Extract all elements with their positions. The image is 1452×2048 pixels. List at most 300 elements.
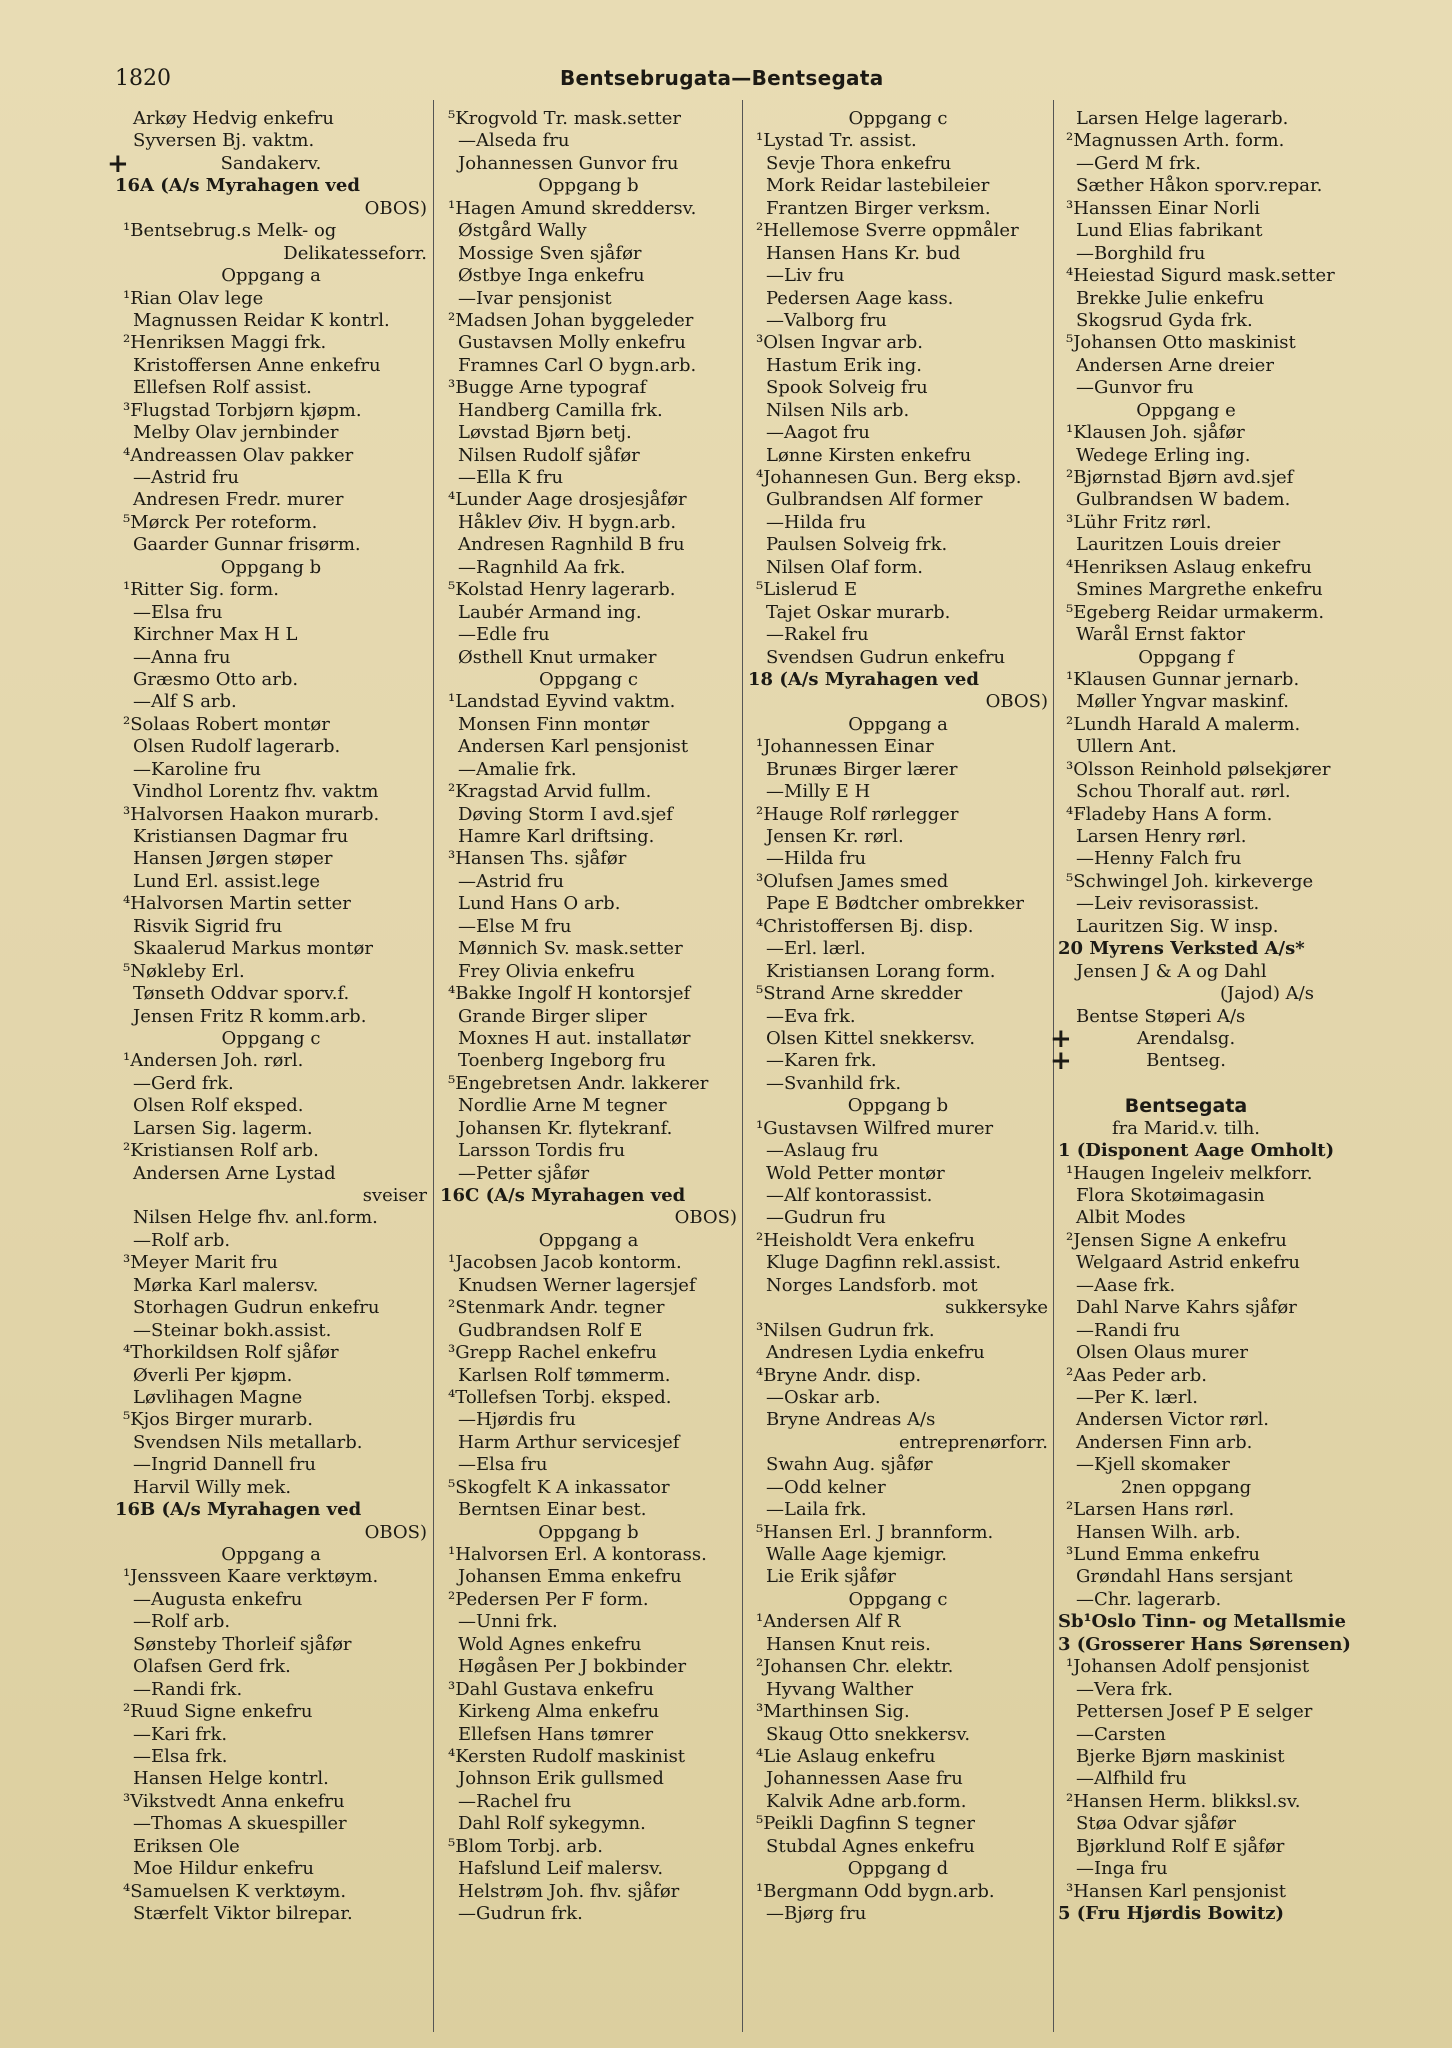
resident-entry: [440, 130, 737, 152]
resident-entry: [440, 691, 737, 713]
resident-entry: [440, 1566, 737, 1588]
entry-text: —Ingrid Dannell fru: [133, 1454, 316, 1476]
resident-entry: [1058, 714, 1314, 736]
entry-text: Johnson Erik gullsmed: [458, 1768, 664, 1790]
section-heading: [1050, 1023, 1314, 1054]
entry-text: 1 (Disponent Aage Omholt): [1058, 1140, 1335, 1162]
entry-text: Gulbrandsen Alf former: [766, 489, 983, 511]
entry-text: —Leiv revisorassist.: [1076, 893, 1260, 915]
resident-entry: [440, 1342, 737, 1364]
resident-entry: [748, 400, 1048, 422]
entry-text: Oppgang a: [221, 265, 321, 287]
resident-entry: [440, 1813, 737, 1835]
entry-text: Olsen Rudolf lagerarb.: [133, 736, 341, 758]
entry-text: sukkersyke: [945, 1297, 1048, 1319]
entry-text: Bjørklund Rolf E sjåfør: [1076, 1835, 1285, 1857]
entry-text: —Hilda fru: [766, 511, 867, 533]
resident-entry: [440, 108, 737, 130]
resident-entry: [1058, 624, 1314, 646]
entry-text: Pape E Bødtcher ombrekker: [766, 893, 1025, 915]
resident-entry: [748, 1140, 1048, 1162]
entry-text: Storhagen Gudrun enkefru: [133, 1297, 380, 1319]
entry-text: Jensen Kr. rørl.: [766, 826, 904, 847]
resident-entry: [748, 1611, 1048, 1633]
resident-entry: [1058, 1252, 1314, 1274]
entry-text: Nordlie Arne M tegner: [458, 1095, 667, 1117]
entry-text: ²Pedersen Per F form.: [448, 1588, 649, 1610]
resident-entry: [440, 579, 737, 601]
resident-entry: [115, 961, 427, 983]
entry-text: —Hjørdis fru: [458, 1409, 576, 1431]
resident-entry: [1058, 1073, 1314, 1095]
resident-entry: [748, 377, 1048, 399]
entry-text: Oppgang a: [221, 1544, 321, 1565]
entry-text: ²Kragstad Arvid fullm.: [448, 781, 652, 803]
entry-text: ¹Johansen Adolf pensjonist: [1066, 1656, 1310, 1678]
section-heading: [115, 557, 427, 579]
resident-entry: [1058, 377, 1314, 399]
entry-text: Pedersen Aage kass.: [766, 287, 954, 309]
entry-text: Mossige Sven sjåfør: [458, 242, 642, 264]
resident-entry: [440, 647, 737, 669]
resident-entry: [1058, 961, 1314, 983]
entry-text: —Alfhild fru: [1076, 1768, 1187, 1790]
section-heading: [1058, 1477, 1314, 1499]
resident-entry: [115, 310, 427, 332]
entry-text: Oppgang f: [1138, 646, 1234, 668]
entry-text: Wold Petter montør: [766, 1162, 945, 1184]
section-heading: [1058, 1095, 1314, 1117]
resident-entry: [1058, 1275, 1314, 1297]
resident-entry: [1058, 1544, 1314, 1566]
entry-text: Hastum Erik ing.: [766, 354, 923, 376]
resident-entry: [1058, 153, 1314, 175]
entry-text: Handberg Camilla frk.: [458, 399, 663, 421]
entry-text: Lauritzen Sig. W insp.: [1076, 915, 1279, 937]
resident-entry: [440, 355, 737, 377]
entry-text: ³Grepp Rachel enkefru: [448, 1342, 657, 1364]
entry-text: Døving Storm I avd.sjef: [458, 803, 673, 825]
entry-text: —Aagot fru: [766, 422, 870, 444]
entry-text: ¹Rian Olav lege: [123, 287, 264, 309]
entry-text: ²Ruud Signe enkefru: [123, 1701, 313, 1723]
resident-entry: [748, 1656, 1048, 1678]
resident-entry: [748, 983, 1048, 1005]
resident-entry: [115, 1140, 427, 1162]
entry-text: Jensen Fritz R komm.arb.: [133, 1005, 367, 1027]
building-entry: [115, 175, 427, 197]
entry-text: ³Nilsen Gudrun frk.: [756, 1319, 935, 1341]
entry-text: Laubér Armand ing.: [458, 601, 642, 623]
resident-entry: [1058, 1230, 1314, 1252]
column-rule: [433, 100, 434, 2032]
entry-text: ¹Jacobsen Jacob kontorm.: [448, 1252, 682, 1274]
building-entry: [1058, 1140, 1335, 1162]
entry-text: 5 (Fru Hjørdis Bowitz): [1058, 1903, 1285, 1924]
resident-entry: [115, 1163, 427, 1185]
entry-text: Andersen Arne dreier: [1076, 354, 1274, 376]
entry-text: Bentse Støperi A/s: [1076, 1005, 1246, 1027]
resident-entry: [440, 1297, 737, 1319]
entry-text: ³Halvorsen Haakon murarb.: [123, 803, 380, 825]
resident-entry: [115, 1656, 427, 1678]
entry-text: —Elsa frk.: [133, 1745, 228, 1767]
resident-entry: [748, 938, 1048, 960]
entry-text: Svendsen Gudrun enkefru: [766, 646, 1006, 668]
resident-entry: [1058, 512, 1314, 534]
entry-text: ⁵Blom Torbj. arb.: [448, 1835, 604, 1857]
resident-entry: [440, 1746, 737, 1768]
entry-text: ¹Johannessen Einar: [756, 736, 934, 758]
resident-entry: [1058, 1342, 1314, 1364]
entry-text: ²Jensen Signe A enkefru: [1066, 1229, 1287, 1251]
resident-entry: [1058, 220, 1314, 242]
entry-text: Frantzen Birger verksm.: [766, 197, 991, 219]
entry-text: ⁵Egeberg Reidar urmakerm.: [1066, 601, 1325, 623]
entry-text: Håklev Øiv. H bygn.arb.: [458, 511, 677, 533]
entry-text: ¹Landstad Eyvind vaktm.: [448, 691, 676, 713]
resident-entry: [115, 1477, 427, 1499]
resident-entry: [115, 1566, 427, 1588]
entry-text: —Carsten: [1076, 1723, 1166, 1745]
entry-text: —Anna fru: [133, 646, 231, 668]
entry-text: Kirkeng Alma enkefru: [458, 1701, 660, 1723]
entry-text: Hansen Wilh. arb.: [1076, 1521, 1241, 1543]
entry-text: Oppgang a: [848, 713, 948, 735]
resident-entry: [440, 153, 737, 175]
entry-text: —Svanhild frk.: [766, 1072, 902, 1094]
resident-entry: [440, 1499, 737, 1521]
resident-entry: [1058, 422, 1314, 444]
resident-entry: [440, 1544, 737, 1566]
cross-mark-icon: +: [1050, 1023, 1072, 1054]
resident-entry: [748, 759, 1048, 781]
resident-entry: [440, 1073, 737, 1095]
resident-entry: [1058, 557, 1314, 579]
building-entry: [1058, 938, 1314, 960]
resident-entry: [748, 288, 1048, 310]
entry-text: Jensen J & A og Dahl: [1076, 960, 1267, 982]
entry-text: Bryne Andreas A/s: [766, 1409, 936, 1431]
entry-text: Bjerke Bjørn maskinist: [1076, 1745, 1285, 1767]
resident-entry: [1058, 804, 1314, 826]
resident-entry: [1058, 1881, 1314, 1903]
resident-entry: [1058, 736, 1314, 758]
resident-entry: [748, 243, 1048, 265]
entry-text: ³Bugge Arne typograf: [448, 377, 647, 399]
resident-entry: [440, 332, 737, 354]
resident-entry: [115, 1275, 427, 1297]
resident-entry: [440, 848, 737, 870]
resident-entry: [440, 1836, 737, 1858]
entry-text: Kristoffersen Anne enkefru: [133, 354, 381, 376]
resident-entry: [440, 1050, 737, 1072]
resident-entry: [1058, 355, 1314, 377]
entry-text: Oppgang b: [538, 175, 639, 197]
entry-text: ¹Haugen Ingeleiv melkforr.: [1066, 1162, 1313, 1184]
entry-text: (Jajod) A/s: [1220, 983, 1314, 1005]
section-heading: [748, 1095, 1048, 1117]
entry-text: ³Olufsen James smed: [756, 870, 949, 892]
entry-text: Grande Birger sliper: [458, 1005, 647, 1027]
resident-entry: [440, 310, 737, 332]
entry-text: —Edle fru: [458, 624, 550, 646]
entry-text: ³Hanssen Einar Norli: [1066, 197, 1260, 219]
entry-text: Smines Margrethe enkefru: [1076, 579, 1323, 601]
entry-text: —Astrid fru: [458, 870, 564, 892]
resident-entry: [440, 826, 737, 848]
entry-text: Harm Arthur servicesjef: [458, 1431, 680, 1453]
entry-text: ⁴Fladeby Hans A form.: [1066, 803, 1273, 825]
resident-entry: [440, 1365, 737, 1387]
entry-text: —Milly E H: [766, 781, 871, 803]
column-rule: [742, 100, 743, 2032]
entry-text: —Amalie frk.: [458, 758, 577, 780]
resident-entry: [440, 1275, 737, 1297]
entry-text: ¹Gustavsen Wilfred murer: [756, 1117, 994, 1139]
building-entry: [115, 1499, 427, 1521]
resident-entry: [115, 220, 427, 242]
entry-text: ¹Bergmann Odd bygn.arb.: [756, 1880, 995, 1902]
resident-entry: [440, 467, 737, 489]
resident-entry: [748, 1163, 1048, 1185]
entry-text: Oppgang a: [538, 1229, 639, 1251]
entry-text: Oppgang d: [847, 1858, 949, 1880]
entry-text: ⁴Thorkildsen Rolf sjåfør: [123, 1342, 339, 1364]
resident-entry: [1058, 489, 1314, 511]
entry-text: Oppgang e: [1136, 399, 1236, 421]
entry-text: ²Lundh Harald A malerm.: [1066, 713, 1301, 735]
resident-entry: [440, 1858, 737, 1880]
resident-entry: [1058, 243, 1314, 265]
resident-entry: [115, 1881, 427, 1903]
entry-text: Monsen Finn montør: [458, 713, 650, 735]
resident-entry: [440, 1028, 737, 1050]
section-heading: [748, 1858, 1048, 1880]
entry-text: Gudbrandsen Rolf E: [458, 1319, 643, 1341]
entry-text: ⁵Schwingel Joh. kirkeverge: [1066, 870, 1314, 892]
resident-entry: [748, 1365, 1048, 1387]
resident-entry: [1058, 916, 1314, 938]
cross-mark-icon: +: [1050, 1046, 1072, 1077]
resident-entry: [1058, 1813, 1314, 1835]
resident-entry: [115, 871, 427, 893]
resident-entry: [748, 220, 1048, 242]
resident-entry: [115, 848, 427, 870]
resident-entry: [748, 916, 1048, 938]
entry-text: Brunæs Birger lærer: [766, 758, 958, 780]
entry-text: Brekke Julie enkefru: [1076, 287, 1265, 309]
resident-entry: [748, 602, 1048, 624]
resident-entry: [115, 804, 427, 826]
entry-text: Syversen Bj. vaktm.: [133, 130, 315, 152]
entry-text: Støa Odvar sjåfør: [1076, 1813, 1237, 1835]
entry-text: 16B (A/s Myrahagen ved: [115, 1499, 362, 1521]
entry-text: —Astrid fru: [133, 467, 239, 488]
entry-text: Melby Olav jernbinder: [133, 422, 339, 444]
resident-entry: [440, 288, 737, 310]
entry-text: Gulbrandsen W badem.: [1076, 489, 1291, 511]
entry-text: ²Madsen Johan byggeleder: [448, 309, 694, 331]
entry-text: ³Olsen Ingvar arb.: [756, 332, 923, 354]
entry-text: 16C (A/s Myrahagen ved: [440, 1185, 686, 1206]
resident-entry: [115, 1409, 427, 1431]
resident-entry: [115, 1679, 427, 1701]
entry-text: —Steinar bokh.assist.: [133, 1319, 332, 1341]
entry-text: —Odd kelner: [766, 1476, 886, 1498]
entry-text: —Alseda fru: [458, 130, 570, 152]
entry-text: Østgård Wally: [458, 220, 587, 242]
entry-text: ⁴Henriksen Aslaug enkefru: [1066, 556, 1312, 578]
entry-text: Stærfelt Viktor bilrepar.: [133, 1903, 353, 1924]
entry-text: Olsen Olaus murer: [1076, 1342, 1249, 1364]
resident-entry: [115, 243, 427, 265]
resident-entry: [748, 467, 1048, 489]
resident-entry: [1058, 130, 1314, 152]
resident-entry: [440, 916, 737, 938]
entry-text: —Liv fru: [766, 265, 845, 287]
resident-entry: [115, 422, 427, 444]
resident-entry: [115, 198, 427, 220]
resident-entry: [748, 871, 1048, 893]
entry-text: Oppgang b: [538, 1521, 639, 1543]
entry-text: Andresen Ragnhild B fru: [458, 534, 685, 556]
entry-text: ¹Lystad Tr. assist.: [756, 130, 917, 152]
resident-entry: [115, 938, 427, 960]
resident-entry: [440, 1656, 737, 1678]
resident-entry: [748, 1028, 1048, 1050]
resident-entry: [1058, 1858, 1314, 1880]
resident-entry: [440, 1118, 737, 1140]
resident-entry: [440, 557, 737, 579]
resident-entry: [115, 467, 427, 489]
resident-entry: [1058, 1836, 1314, 1858]
entry-text: 3 (Grosserer Hans Sørensen): [1058, 1633, 1351, 1655]
entry-text: Larsen Henry rørl.: [1076, 826, 1247, 847]
resident-entry: [440, 781, 737, 803]
resident-entry: [1058, 848, 1314, 870]
entry-text: ⁵Kjos Birger murarb.: [123, 1409, 313, 1431]
resident-entry: [115, 736, 427, 758]
resident-entry: [748, 1185, 1048, 1207]
entry-text: ²Bjørnstad Bjørn avd.sjef: [1066, 467, 1294, 488]
entry-text: sveiser: [362, 1185, 427, 1206]
entry-text: —Erl. lærl.: [766, 938, 866, 960]
resident-entry: [115, 1634, 427, 1656]
entry-text: ²Kristiansen Rolf arb.: [123, 1140, 319, 1162]
resident-entry: [115, 1813, 427, 1835]
entry-text: Vindhol Lorentz fhv. vaktm: [133, 781, 379, 803]
entry-text: ¹Hagen Amund skreddersv.: [448, 197, 697, 219]
section-heading: [748, 714, 1048, 736]
resident-entry: [115, 916, 427, 938]
resident-entry: [440, 1163, 737, 1185]
entry-text: Hansen Knut reis.: [766, 1633, 931, 1655]
entry-text: —Bjørg fru: [766, 1903, 867, 1924]
entry-text: —Laila frk.: [766, 1499, 867, 1521]
resident-entry: [748, 781, 1048, 803]
entry-text: Sandakerv.: [220, 152, 322, 174]
resident-entry: [1058, 1791, 1314, 1813]
entry-text: —Rakel fru: [766, 624, 869, 646]
resident-entry: [440, 1454, 737, 1476]
resident-entry: [440, 243, 737, 265]
resident-entry: [440, 961, 737, 983]
entry-text: 2nen oppgang: [1120, 1476, 1252, 1498]
resident-entry: [440, 1207, 737, 1229]
entry-text: Sevje Thora enkefru: [766, 152, 952, 174]
entry-text: ⁵Strand Arne skredder: [756, 983, 963, 1005]
resident-entry: [115, 108, 427, 130]
resident-entry: [440, 1768, 737, 1790]
resident-entry: [440, 759, 737, 781]
resident-entry: [748, 848, 1048, 870]
resident-entry: [748, 1387, 1048, 1409]
resident-entry: [440, 489, 737, 511]
resident-entry: [440, 377, 737, 399]
resident-entry: [1058, 1387, 1314, 1409]
page-title: Bentsebrugata—Bentsegata: [560, 66, 884, 90]
entry-text: —Thomas A skuespiller: [133, 1813, 347, 1835]
resident-entry: [748, 198, 1048, 220]
entry-text: Bentsegata: [1124, 1095, 1248, 1118]
entry-text: —Petter sjåfør: [458, 1162, 590, 1184]
entry-text: OBOS): [674, 1207, 737, 1229]
resident-entry: [748, 1836, 1048, 1858]
resident-entry: [748, 826, 1048, 848]
entry-text: —Elsa fru: [458, 1454, 548, 1476]
resident-entry: [1058, 1746, 1314, 1768]
entry-text: Andresen Lydia enkefru: [766, 1342, 985, 1364]
entry-text: ⁵Skogfelt K A inkassator: [448, 1476, 670, 1498]
entry-text: Spook Solveig fru: [766, 377, 928, 399]
resident-entry: [748, 265, 1048, 287]
entry-text: Magnussen Reidar K kontrl.: [133, 309, 390, 331]
entry-text: —Randi frk.: [133, 1678, 243, 1700]
resident-entry: [115, 1724, 427, 1746]
resident-entry: [1058, 1724, 1314, 1746]
section-heading: [440, 1522, 737, 1544]
entry-text: Lauritzen Louis dreier: [1076, 534, 1281, 556]
entry-text: ²Solaas Robert montør: [123, 713, 330, 735]
resident-entry: [1058, 175, 1323, 197]
resident-entry: [1058, 1365, 1314, 1387]
entry-text: ⁴Lie Aslaug enkefru: [756, 1745, 936, 1767]
section-heading: [115, 265, 427, 287]
entry-text: ⁵Lislerud E: [756, 579, 858, 601]
resident-entry: [440, 1634, 737, 1656]
entry-text: ⁴Kersten Rudolf maskinist: [448, 1745, 686, 1767]
resident-entry: [115, 781, 427, 803]
entry-text: ⁵Nøkleby Erl.: [123, 960, 245, 982]
resident-entry: [748, 1454, 1048, 1476]
resident-entry: [440, 1477, 737, 1499]
resident-entry: [748, 130, 1048, 152]
resident-entry: [115, 1118, 427, 1140]
entry-text: Harvil Willy mek.: [133, 1476, 292, 1498]
resident-entry: [748, 1903, 1048, 1925]
entry-text: ¹Andersen Alf R: [756, 1611, 901, 1633]
entry-text: —Per K. lærl.: [1076, 1386, 1198, 1408]
resident-entry: [1058, 669, 1314, 691]
resident-entry: [748, 1297, 1048, 1319]
entry-text: Kalvik Adne arb.form.: [766, 1790, 967, 1812]
entry-text: —Rachel fru: [458, 1790, 572, 1812]
resident-entry: [440, 804, 737, 826]
entry-text: Skogsrud Gyda frk.: [1076, 309, 1253, 331]
entry-text: Arendalsg.: [1136, 1027, 1236, 1049]
entry-text: —Elsa fru: [133, 601, 223, 623]
